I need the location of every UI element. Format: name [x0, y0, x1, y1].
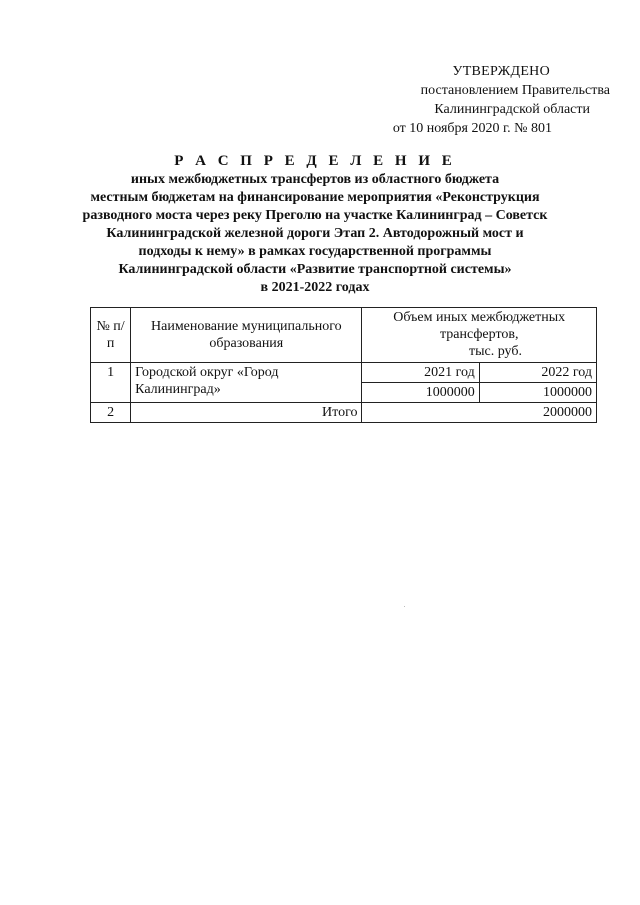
table-header-row	[91, 308, 597, 363]
scan-speck	[404, 606, 405, 607]
approval-by: постановлением Правительства	[420, 83, 610, 98]
heading-line: подходы к нему» в рамках государственной программы	[138, 244, 492, 259]
header-name: Наименование муниципального образования	[131, 308, 362, 363]
table-row	[91, 363, 597, 383]
heading-line: разводного моста через реку Преголю на участке Калининград – Советск	[82, 208, 548, 223]
document-title: Р А С П Р Е Д Е Л Е Н И Е	[174, 153, 456, 169]
total-label: Итого	[131, 403, 362, 423]
total-value: 2000000	[362, 403, 597, 423]
header-year-2022: 2022 год	[479, 363, 596, 383]
heading-line: Калининградской железной дороги Этап 2. Автодорожный мост и	[106, 226, 524, 241]
total-num: 2	[91, 403, 131, 423]
header-year-2021: 2021 год	[362, 363, 479, 383]
row-name: Городской округ «Город Калининград»	[131, 363, 362, 403]
distribution-table	[90, 307, 597, 423]
header-volume	[362, 308, 597, 363]
row-num: 1	[91, 363, 131, 403]
row-value-2021: 1000000	[362, 383, 479, 403]
row-value-2022: 1000000	[479, 383, 596, 403]
approval-status: УТВЕРЖДЕНО	[452, 64, 550, 79]
heading-line: иных межбюджетных трансфертов из областного бюджета	[130, 172, 500, 187]
header-num: № п/п	[91, 308, 131, 363]
header-unit: тыс. руб.	[469, 344, 522, 359]
approval-region: Калининградской области	[434, 102, 590, 117]
heading-line: в 2021-2022 годах	[260, 280, 370, 295]
approval-date: от 10 ноября 2020 г. № 801	[392, 121, 552, 136]
approval-block	[340, 62, 610, 138]
total-row	[91, 403, 597, 423]
heading-line: Калининградской области «Развитие транспортной системы»	[118, 262, 512, 277]
heading-line: местным бюджетам на финансирование мероприятия «Реконструкция	[90, 190, 540, 205]
document-heading	[80, 152, 550, 297]
header-volume-label: Объем иных межбюджетных трансфертов,	[393, 310, 566, 342]
